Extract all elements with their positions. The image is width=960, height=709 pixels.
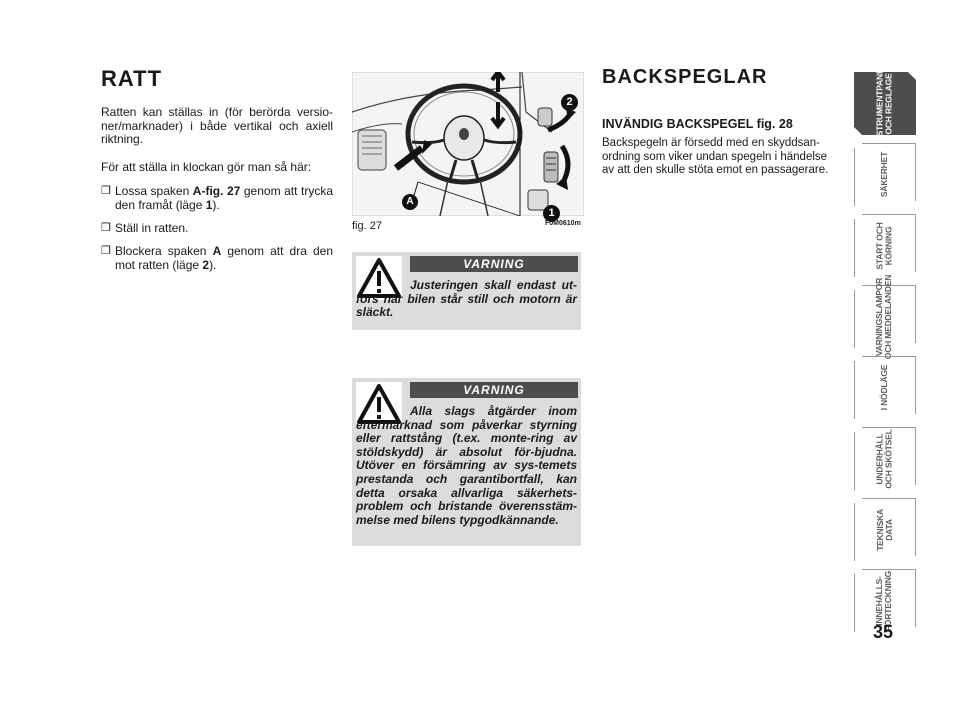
backspegel-paragraph: Backspegeln är försedd med en skyddsan-ordning som viker undan spegeln i händelse av att den skulle stöta emot en passagerare. — [602, 137, 829, 176]
bullet-item — [101, 245, 333, 272]
tab-label: START OCH KÖRNING — [874, 221, 894, 270]
subheading-invandig-backspegel: INVÄNDIG BACKSPEGEL fig. 28 — [602, 117, 793, 131]
tab-label: VARNINGSLAMPOR OCH MEDDELANDEN — [874, 274, 894, 359]
callout-2-badge: 2 — [561, 94, 578, 111]
intro-paragraph: Ratten kan ställas in (för berörda versio-ner/marknader) i både vertikal och axiell riktning. — [101, 105, 333, 146]
section-heading-ratt: RATT — [101, 66, 163, 91]
warning-title: VARNING — [410, 256, 578, 272]
bullet-item — [101, 222, 333, 236]
steering-wheel-figure — [352, 72, 584, 219]
tab-label: INNEHÅLLS- FÖRTECKNING — [874, 570, 894, 631]
checkbox-bullet-icon: ❒ — [101, 245, 111, 257]
bullet-text: Lossa spaken A-fig. 27 genom att trycka den framåt (läge 1). — [115, 184, 333, 212]
tab-varningslampor[interactable] — [854, 274, 916, 359]
bullet-text: Ställ in ratten. — [115, 221, 189, 235]
tab-label: TEKNISKA DATA — [874, 508, 894, 551]
tab-sakerhet[interactable] — [854, 143, 916, 206]
steering-adjustment-illustration — [352, 72, 584, 216]
tab-instrumentpanel[interactable] — [854, 63, 916, 144]
warning-box — [352, 252, 581, 330]
tab-start-och-korning[interactable] — [854, 214, 916, 277]
warning-text: Alla slags åtgärder inom eftermarknad som påverkar styrning eller rattstång (t.ex. monte-ring av stöldskydd) är absolut för-bjudna. Utöver en försämring av sys-temets prestanda och garantibortfall, kan detta orsaka allvarliga säkerhets-problem och bristande överensstäm-melse med bilens typgodkännande. — [356, 404, 577, 527]
lead-paragraph: För att ställa in klockan gör man så här: — [101, 160, 312, 174]
tab-label: I NÖDLÄGE — [879, 364, 889, 411]
checkbox-bullet-icon: ❒ — [101, 222, 111, 234]
callout-a-badge: A — [402, 194, 418, 210]
section-heading-backspeglar: BACKSPEGLAR — [602, 66, 768, 88]
tab-underhall[interactable] — [854, 427, 916, 490]
figure-code: F0M0610m — [545, 220, 581, 227]
warning-box — [352, 378, 581, 546]
chapter-tabs — [854, 63, 916, 640]
tab-tekniska-data[interactable] — [854, 498, 916, 561]
page-number: 35 — [872, 622, 894, 642]
tab-label: SÄKERHET — [879, 151, 889, 198]
callout-1-badge: 1 — [543, 205, 560, 222]
bullet-text: Blockera spaken A genom att dra den mot ratten (läge 2). — [115, 244, 333, 272]
bullet-item — [101, 185, 333, 212]
warning-text: Justeringen skall endast ut-förs när bilen står still och motorn är släckt. — [356, 278, 577, 320]
warning-title: VARNING — [410, 382, 578, 398]
figure-caption: fig. 27 — [352, 220, 382, 232]
tab-i-nodlage[interactable] — [854, 356, 916, 419]
tab-label: UNDERHÅLL OCH SKÖTSEL — [874, 428, 894, 489]
tab-label: INSTRUMENTPANEL OCH REGLAGE — [874, 63, 894, 144]
checkbox-bullet-icon: ❒ — [101, 185, 111, 197]
